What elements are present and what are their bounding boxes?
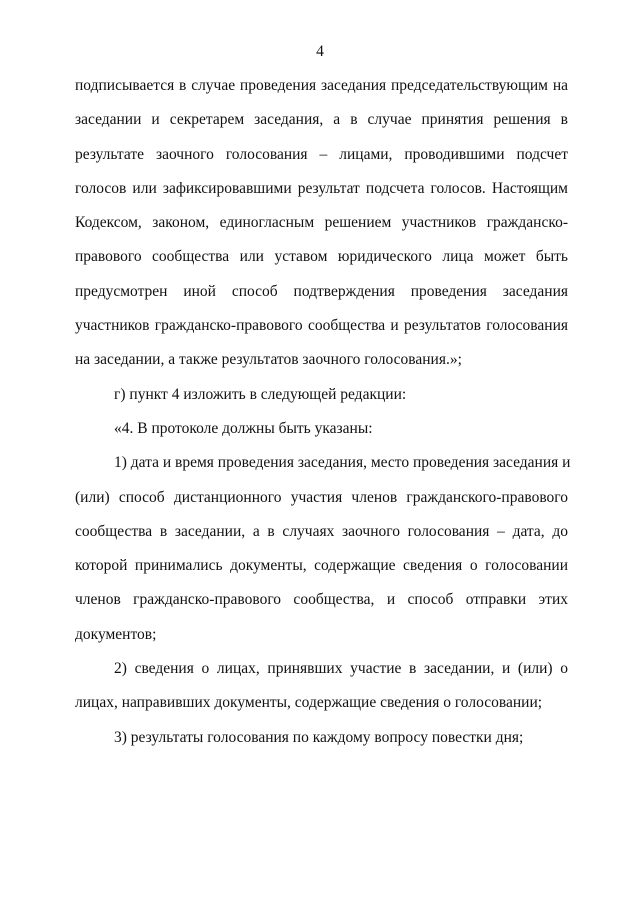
text-line: на заседании, а также результатов заочного голосования.»; [75,351,462,369]
paragraph-line: 1) дата и время проведения заседания, место проведения заседания и [114,454,571,472]
text-line: сообщества в заседании, а в случаях заочного голосования – дата, до [75,522,568,540]
page-number: 4 [316,43,324,60]
text-line: документов; [75,625,157,643]
text-line: которой принимались документы, содержащие сведения о голосовании [75,557,568,575]
paragraph-line: 2) сведения о лицах, принявших участие в заседании, и (или) о [114,660,568,678]
text-line: заседании и секретарем заседания, а в случае принятия решения в [75,111,568,129]
text-line: членов гражданско-правового сообщества, и способ отправки этих [75,591,568,609]
paragraph-line: 3) результаты голосования по каждому вопросу повестки дня; [114,728,524,746]
text-line: лицах, направивших документы, содержащие сведения о голосовании; [75,694,543,712]
text-line: предусмотрен иной способ подтверждения проведения заседания [75,282,568,300]
text-line: (или) способ дистанционного участия членов гражданского-правового [75,488,568,506]
paragraph-line: «4. В протоколе должны быть указаны: [114,419,373,437]
paragraph-line: г) пункт 4 изложить в следующей редакции: [114,385,407,403]
text-line: подписывается в случае проведения заседания председательствующим на [75,77,568,94]
text-line: результате заочного голосования – лицами, проводившими подсчет [75,145,568,163]
document-body [75,76,571,762]
text-line: правового сообщества или уставом юридического лица может быть [75,248,568,266]
text-line: участников гражданско-правового сообщества и результатов голосования [75,317,568,335]
text-line: Кодексом, законом, единогласным решением участников гражданско- [75,214,568,232]
text-line: голосов или зафиксировавшими результат подсчета голосов. Настоящим [75,179,568,197]
